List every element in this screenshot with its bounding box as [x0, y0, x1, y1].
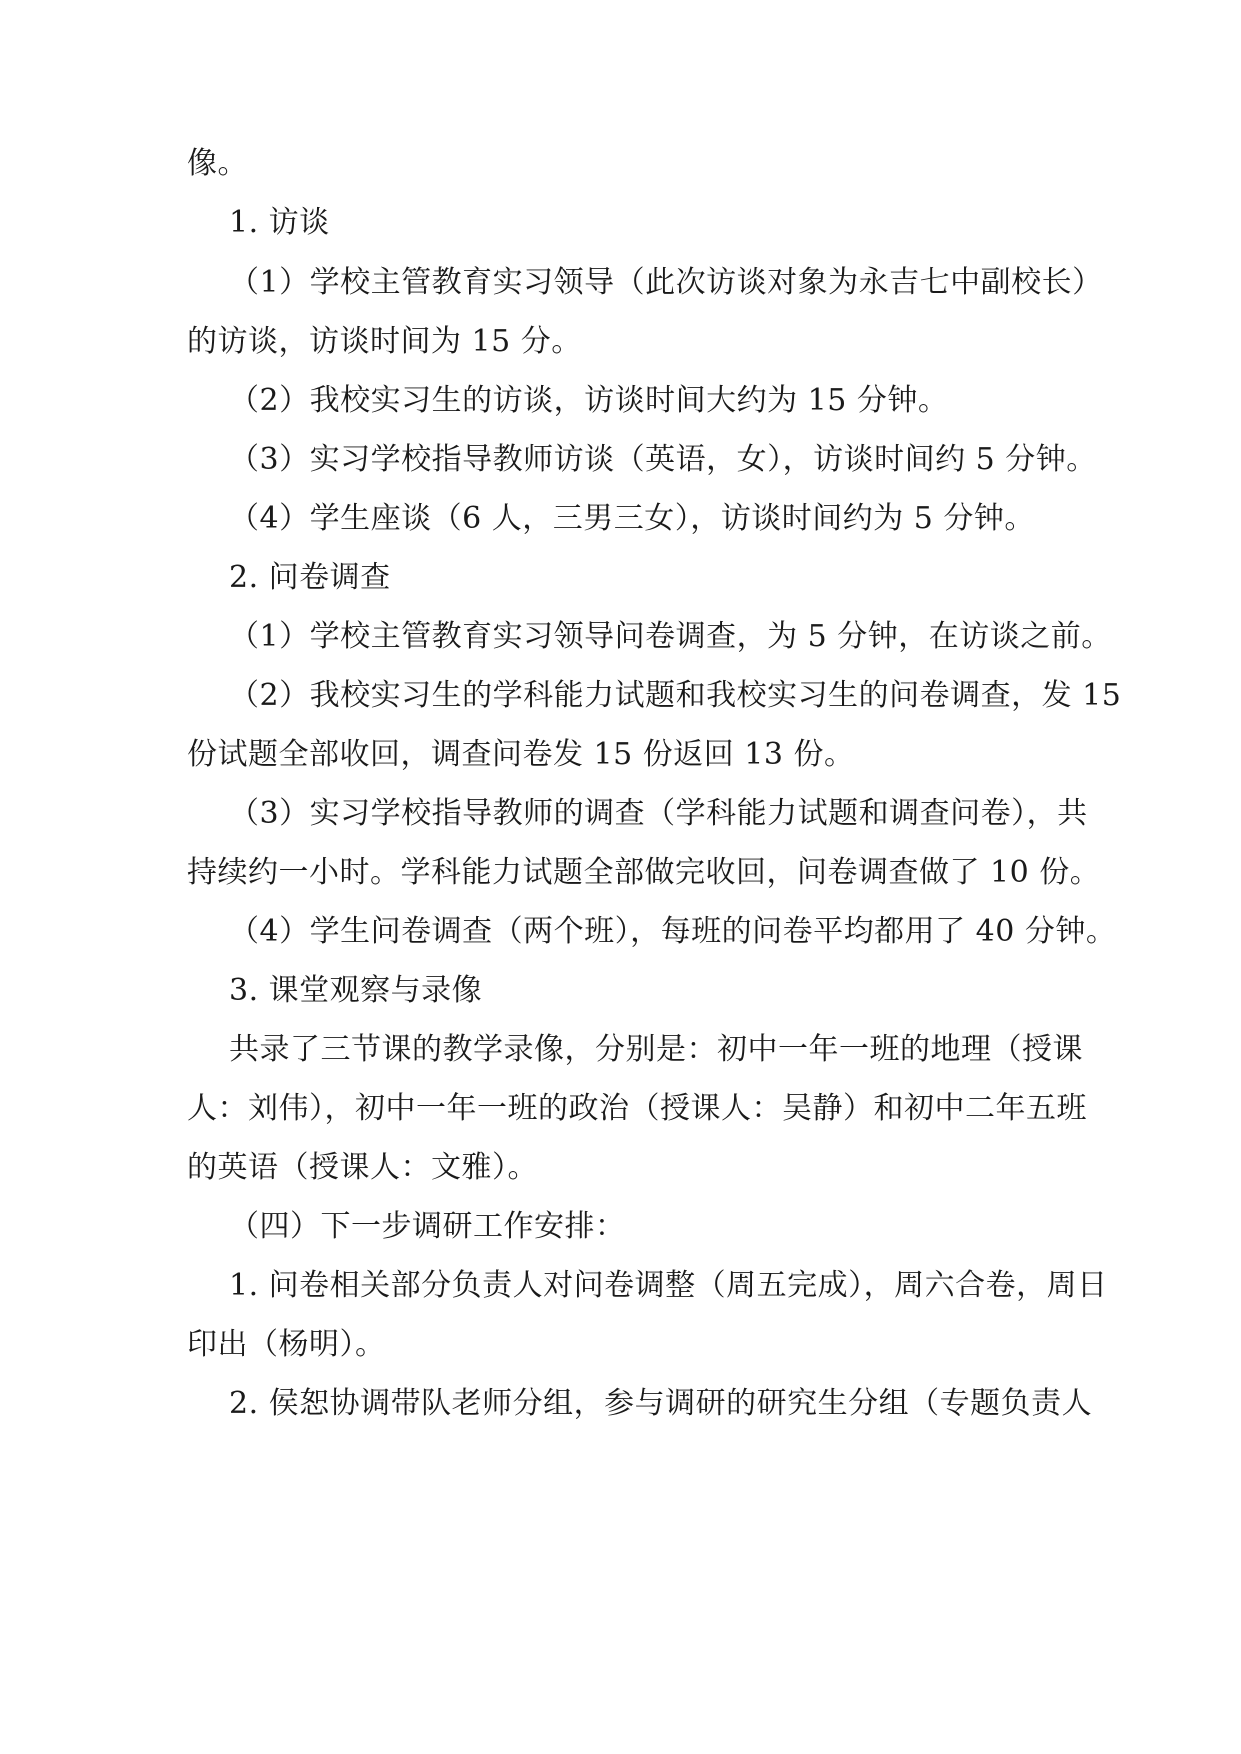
paragraph-line: 共录了三节课的教学录像，分别是：初中一年一班的地理（授课: [229, 1032, 1083, 1067]
paragraph-line: 的英语（授课人：文雅）。: [187, 1150, 538, 1185]
section-heading: （四）下一步调研工作安排：: [229, 1209, 626, 1244]
paragraph-line: 2. 侯恕协调带队老师分组，参与调研的研究生分组（专题负责人: [229, 1386, 1093, 1421]
paragraph-line: 人：刘伟），初中一年一班的政治（授课人：吴静）和初中二年五班: [187, 1091, 1087, 1126]
paragraph-line: 印出（杨明）。: [187, 1327, 386, 1362]
paragraph-line: （1）学校主管教育实习领导问卷调查，为 5 分钟，在访谈之前。: [229, 619, 1112, 654]
paragraph-line: 持续约一小时。学科能力试题全部做完收回，问卷调查做了 10 份。: [187, 855, 1101, 890]
paragraph-line: （2）我校实习生的访谈，访谈时间大约为 15 分钟。: [229, 383, 949, 418]
section-heading: 3. 课堂观察与录像: [229, 973, 483, 1008]
paragraph-line: （1）学校主管教育实习领导（此次访谈对象为永吉七中副校长）: [229, 265, 1103, 300]
paragraph-line: 的访谈，访谈时间为 15 分。: [187, 324, 582, 359]
paragraph-line: （2）我校实习生的学科能力试题和我校实习生的问卷调查，发 15: [229, 678, 1122, 713]
paragraph-line: 1. 问卷相关部分负责人对问卷调整（周五完成），周六合卷，周日: [229, 1268, 1108, 1303]
paragraph-line: （3）实习学校指导教师的调查（学科能力试题和调查问卷），共: [229, 796, 1088, 831]
section-heading: 2. 问卷调查: [229, 560, 391, 595]
paragraph-line: （4）学生座谈（6 人，三男三女），访谈时间约为 5 分钟。: [229, 501, 1035, 536]
paragraph-line: （3）实习学校指导教师访谈（英语，女），访谈时间约 5 分钟。: [229, 442, 1097, 477]
section-heading: 1. 访谈: [229, 205, 330, 240]
paragraph-line: 份试题全部收回，调查问卷发 15 份返回 13 份。: [187, 737, 855, 772]
paragraph-line: （4）学生问卷调查（两个班），每班的问卷平均都用了 40 分钟。: [229, 914, 1117, 949]
paragraph-line: 像。: [187, 146, 248, 181]
